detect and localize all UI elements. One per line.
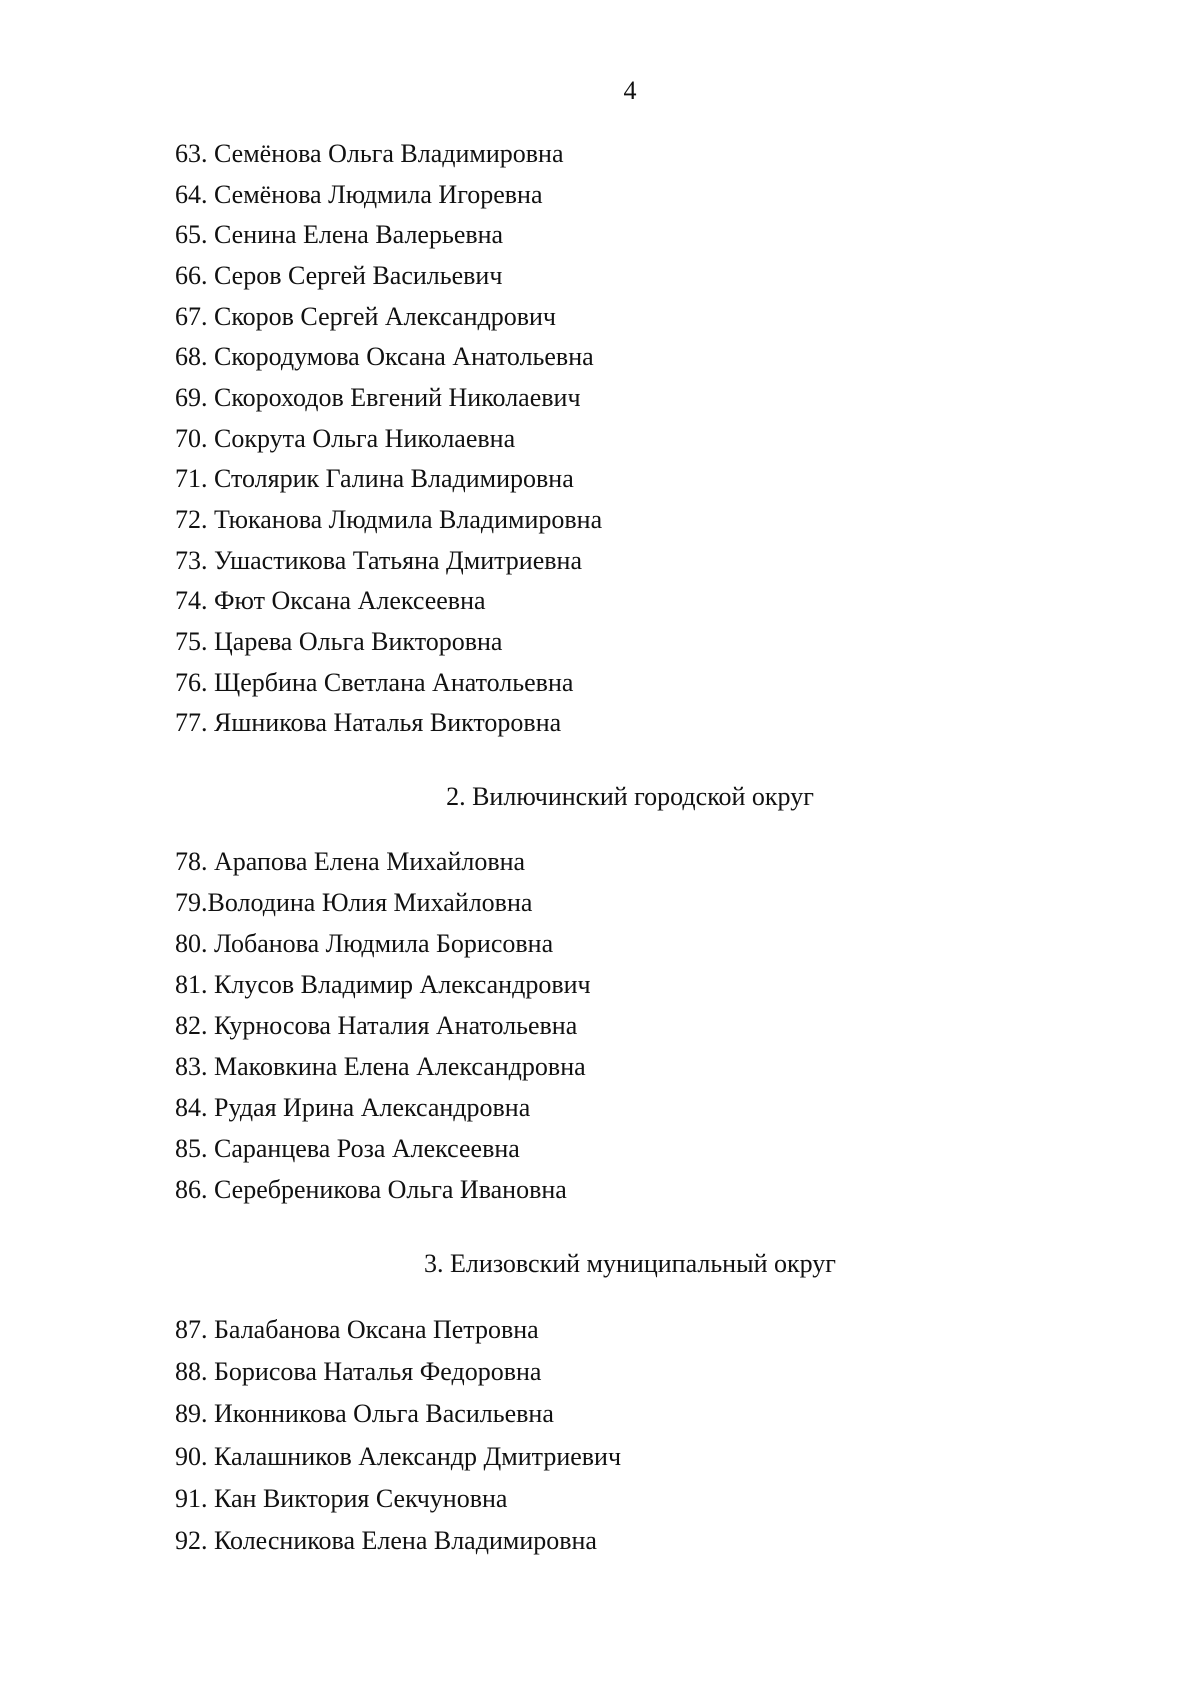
- list-item: 92. Колесникова Елена Владимировна: [175, 1526, 597, 1555]
- list-item: 69. Скороходов Евгений Николаевич: [175, 383, 581, 412]
- list-item: 66. Серов Сергей Васильевич: [175, 261, 503, 290]
- list-item: 72. Тюканова Людмила Владимировна: [175, 505, 603, 534]
- list-item: 63. Семёнова Ольга Владимировна: [175, 139, 564, 168]
- section-title: 3. Елизовский муниципальный округ: [424, 1249, 836, 1278]
- list-item: 80. Лобанова Людмила Борисовна: [175, 929, 554, 958]
- list-item: 83. Маковкина Елена Александровна: [175, 1052, 586, 1081]
- list-item: 82. Курносова Наталия Анатольевна: [175, 1011, 578, 1040]
- list-item: 77. Яшникова Наталья Викторовна: [175, 708, 562, 737]
- list-item: 84. Рудая Ирина Александровна: [175, 1093, 531, 1122]
- list-item: 65. Сенина Елена Валерьевна: [175, 220, 504, 249]
- list-item: 85. Саранцева Роза Алексеевна: [175, 1134, 520, 1163]
- list-item: 79.Володина Юлия Михайловна: [175, 888, 533, 917]
- list-item: 88. Борисова Наталья Федоровна: [175, 1357, 542, 1386]
- list-item: 67. Скоров Сергей Александрович: [175, 302, 556, 331]
- list-item: 90. Калашников Александр Дмитриевич: [175, 1442, 622, 1471]
- list-item: 89. Иконникова Ольга Васильевна: [175, 1399, 554, 1428]
- list-item: 64. Семёнова Людмила Игоревна: [175, 180, 543, 209]
- page-number: 4: [623, 76, 637, 105]
- list-item: 86. Серебреникова Ольга Ивановна: [175, 1175, 567, 1204]
- list-item: 70. Сокрута Ольга Николаевна: [175, 424, 516, 453]
- section-title: 2. Вилючинский городской округ: [446, 782, 814, 811]
- list-item: 68. Скородумова Оксана Анатольевна: [175, 342, 594, 371]
- list-item: 73. Ушастикова Татьяна Дмитриевна: [175, 546, 582, 575]
- list-item: 74. Фют Оксана Алексеевна: [175, 586, 486, 615]
- list-item: 78. Арапова Елена Михайловна: [175, 847, 526, 876]
- list-item: 76. Щербина Светлана Анатольевна: [175, 668, 574, 697]
- list-item: 87. Балабанова Оксана Петровна: [175, 1315, 539, 1344]
- list-item: 75. Царева Ольга Викторовна: [175, 627, 503, 656]
- list-item: 81. Клусов Владимир Александрович: [175, 970, 591, 999]
- list-item: 91. Кан Виктория Секчуновна: [175, 1484, 508, 1513]
- list-item: 71. Столярик Галина Владимировна: [175, 464, 574, 493]
